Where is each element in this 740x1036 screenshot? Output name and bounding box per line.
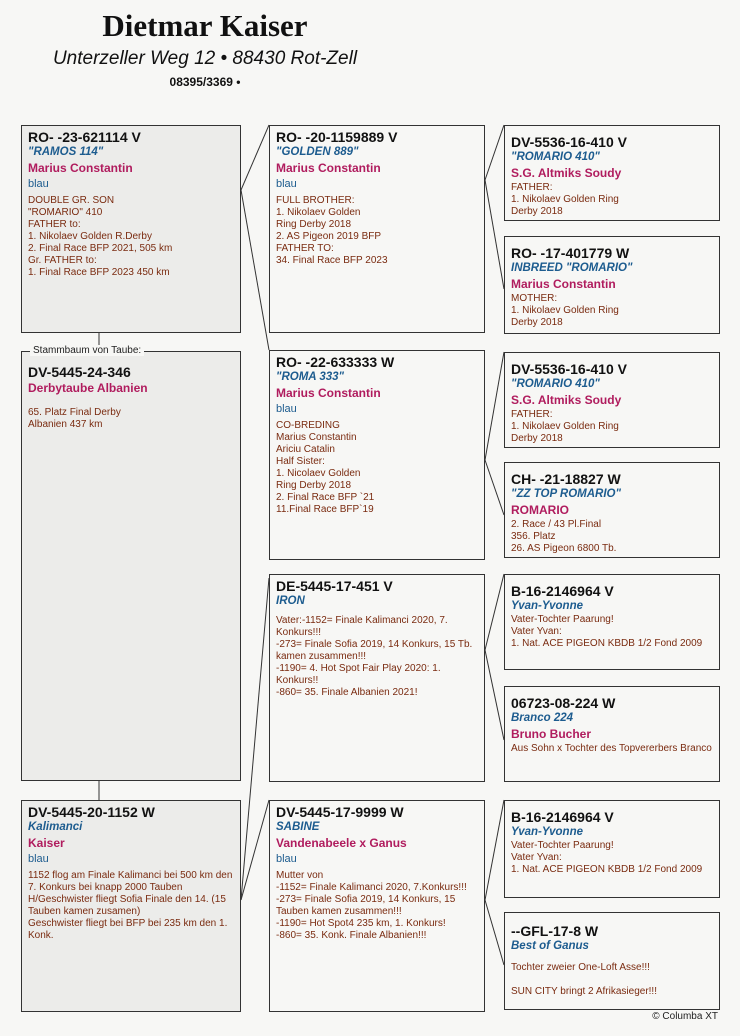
- pigeon-notes: FATHER: 1. Nikolaev Golden Ring Derby 2018: [511, 409, 619, 444]
- pigeon-color: blau: [28, 853, 49, 865]
- ring-number: RO- -20-1159889 V: [276, 129, 398, 145]
- pigeon-name: INBREED "ROMARIO": [511, 262, 633, 274]
- ring-number: RO- -17-401779 W: [511, 245, 630, 261]
- ring-number: DV-5445-24-346: [28, 364, 131, 380]
- copyright-label: © Columba XT: [652, 1011, 718, 1022]
- ring-number: CH- -21-18827 W: [511, 471, 621, 487]
- breeder-name: Marius Constantin: [28, 161, 133, 175]
- breeder-name: S.G. Altmiks Soudy: [511, 166, 622, 180]
- ancestor-card-2: [504, 236, 720, 334]
- pigeon-name: Yvan-Yvonne: [511, 600, 583, 612]
- pigeon-name: IRON: [276, 595, 305, 607]
- pigeon-notes: Tochter zweier One-Loft Asse!!! SUN CITY bringt 2 Afrikasieger!!!: [511, 962, 657, 997]
- pigeon-name: "ROMARIO 410": [511, 378, 600, 390]
- grandparent-card-sabine: [269, 800, 485, 1012]
- pigeon-name: "GOLDEN 889": [276, 146, 359, 158]
- pigeon-notes: Vater:-1152= Finale Kalimanci 2020, 7. Konkurs!!! -273= Finale Sofia 2019, 14 Konkurs, 15 Tb. kamen zusammen!!! -1190= 4. Hot Spot Fair Play 2020: 1. Konkurs!! -860= 35. Finale Albanien 2021!: [276, 615, 473, 698]
- pigeon-notes: FULL BROTHER: 1. Nikolaev Golden Ring Derby 2018 2. AS Pigeon 2019 BFP FATHER TO: 34. Final Race BFP 2023: [276, 195, 388, 266]
- pigeon-color: blau: [276, 853, 297, 865]
- breeder-name: Marius Constantin: [276, 161, 381, 175]
- grandparent-card-golden: [269, 125, 485, 333]
- ring-number: DV-5445-20-1152 W: [28, 804, 155, 820]
- ancestor-card-4: [504, 462, 720, 558]
- breeder-name: Marius Constantin: [511, 277, 616, 291]
- pigeon-notes: Vater-Tochter Paarung! Vater Yvan: 1. Nat. ACE PIGEON KBDB 1/2 Fond 2009: [511, 614, 703, 649]
- pigeon-notes: Mutter von -1152= Finale Kalimanci 2020, 7.Konkurs!!! -273= Finale Sofia 2019, 14 Konkurs, 15 Tauben kamen zusammen!!! -1190= Hot Spot4 235 km, 1. Konkurs! -860= 35. Konk. Finale Albanien!!!: [276, 870, 467, 941]
- ring-number: 06723-08-224 W: [511, 695, 616, 711]
- breeder-name: Derbytaube Albanien: [28, 381, 148, 395]
- ring-number: DE-5445-17-451 V: [276, 578, 393, 594]
- pigeon-name: "ROMA 333": [276, 371, 344, 383]
- grandparent-card-iron: [269, 574, 485, 782]
- ancestor-card-6: [504, 686, 720, 782]
- ring-number: RO- -23-621114 V: [28, 129, 141, 145]
- pigeon-name: Kalimanci: [28, 821, 83, 833]
- subject-card: [21, 351, 241, 781]
- ring-number: RO- -22-633333 W: [276, 354, 395, 370]
- pigeon-name: SABINE: [276, 821, 320, 833]
- father-card: [21, 125, 241, 333]
- ancestor-card-7: [504, 800, 720, 898]
- owner-address: Unterzeller Weg 12 • 88430 Rot-Zell: [52, 48, 358, 69]
- pigeon-name: Branco 224: [511, 712, 574, 724]
- pigeon-notes: 2. Race / 43 Pl.Final 356. Platz 26. AS Pigeon 6800 Tb.: [511, 519, 617, 554]
- ancestor-card-1: [504, 125, 720, 221]
- mother-card: [21, 800, 241, 1012]
- grandparent-card-roma: [269, 350, 485, 560]
- ancestor-card-3: [504, 352, 720, 448]
- pigeon-notes: MOTHER: 1. Nikolaev Golden Ring Derby 2018: [511, 293, 619, 328]
- pigeon-notes: DOUBLE GR. SON "ROMARIO" 410 FATHER to: 1. Nikolaev Golden R.Derby 2. Final Race BFP 2021, 505 km Gr. FATHER to: 1. Final Race BFP 2023 450 km: [28, 195, 173, 278]
- pigeon-notes: Aus Sohn x Tochter des Topvererbers Branco: [511, 743, 712, 754]
- ring-number: DV-5445-17-9999 W: [276, 804, 404, 820]
- ancestor-card-8: [504, 912, 720, 1010]
- pigeon-name: "ZZ TOP ROMARIO": [511, 488, 621, 500]
- ancestor-card-5: [504, 574, 720, 670]
- breeder-name: Marius Constantin: [276, 386, 381, 400]
- pigeon-notes: 65. Platz Final Derby Albanien 437 km: [28, 407, 121, 430]
- pigeon-color: blau: [28, 178, 49, 190]
- ring-number: B-16-2146964 V: [511, 583, 614, 599]
- breeder-name: Vandenabeele x Ganus: [276, 836, 407, 850]
- ring-number: B-16-2146964 V: [511, 809, 614, 825]
- pigeon-notes: FATHER: 1. Nikolaev Golden Ring Derby 2018: [511, 182, 619, 217]
- ring-number: DV-5536-16-410 V: [511, 134, 627, 150]
- pigeon-notes: 1152 flog am Finale Kalimanci bei 500 km den 7. Konkurs bei knapp 2000 Tauben H/Geschwister fliegt Sofia Finale den 14. (15 Tauben kamen zusamen) Geschwister fliegt bei BFP bei 235 km den 1. Konk.: [28, 870, 233, 941]
- owner-phone: 08395/3369 •: [169, 75, 241, 89]
- pigeon-name: Yvan-Yvonne: [511, 826, 583, 838]
- pigeon-name: Best of Ganus: [511, 940, 589, 952]
- pigeon-notes: CO-BREDING Marius Constantin Ariciu Catalin Half Sister: 1. Nicolaev Golden Ring Derby 2018 2. Final Race BFP `21 11.Final Race BFP`19: [276, 420, 375, 515]
- pigeon-notes: Vater-Tochter Paarung! Vater Yvan: 1. Nat. ACE PIGEON KBDB 1/2 Fond 2009: [511, 840, 703, 875]
- pigeon-name: "RAMOS 114": [28, 146, 104, 158]
- ring-number: --GFL-17-8 W: [511, 923, 599, 939]
- breeder-name: Bruno Bucher: [511, 727, 592, 741]
- breeder-name: ROMARIO: [511, 503, 569, 517]
- pigeon-color: blau: [276, 178, 297, 190]
- pigeon-name: "ROMARIO 410": [511, 151, 600, 163]
- pigeon-color: blau: [276, 403, 297, 415]
- breeder-name: Kaiser: [28, 836, 65, 850]
- subject-label: Stammbaum von Taube:: [30, 345, 144, 356]
- owner-name: Dietmar Kaiser: [102, 8, 308, 43]
- breeder-name: S.G. Altmiks Soudy: [511, 393, 622, 407]
- ring-number: DV-5536-16-410 V: [511, 361, 627, 377]
